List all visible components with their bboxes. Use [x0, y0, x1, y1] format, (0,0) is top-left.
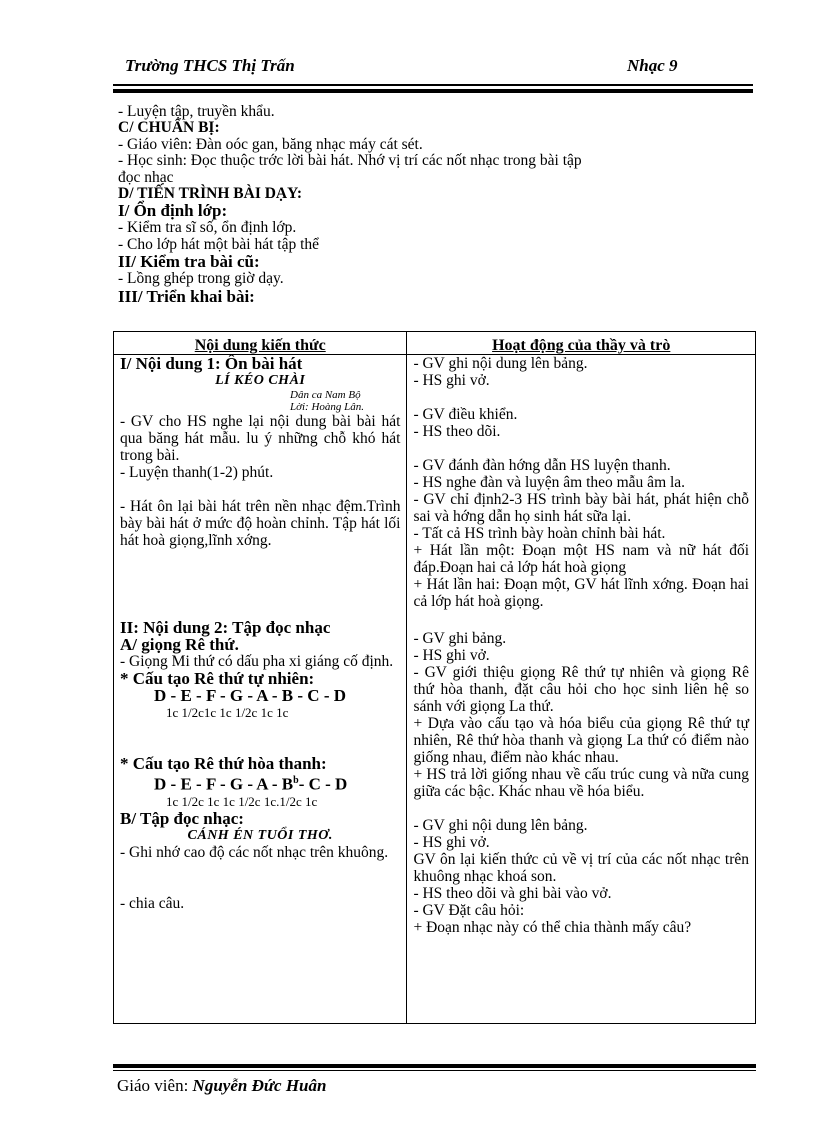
activity-text: - GV ghi bảng. — [413, 630, 507, 647]
song-title-2: CÁNH ÉN TUỔI THƠ. — [187, 827, 333, 843]
activity-text: + HS trả lời giống nhau về cấu trúc cung và nữa cung giữa các bậc. Khác nhau về hóa biểu. — [413, 766, 749, 800]
subheading-review: II/ Kiểm tra bài cũ: — [118, 252, 260, 272]
lesson-table — [113, 331, 756, 1024]
teacher-name: Nguyễn Đức Huân — [192, 1076, 327, 1095]
activity-text: - HS ghi vở. — [413, 372, 490, 389]
intro-section — [118, 104, 718, 306]
section-heading-preparation: C/ CHUẨN BỊ: — [118, 119, 220, 137]
column-header-content: Nội dung kiến thức — [114, 332, 407, 355]
header-rule-thin — [113, 84, 753, 86]
content-text: - GV cho HS nghe lại nội dung bài bài hát qua băng hát mẫu. lu ý những chỗ khó hát trong bài. — [120, 413, 401, 464]
content-text: - Giọng Mi thứ có dấu pha xi giáng cố định. — [120, 653, 394, 670]
activity-text: GV ôn lại kiến thức củ về vị trí của các nốt nhạc trên khuông nhạc khoá son. — [413, 851, 749, 885]
content-cell — [114, 355, 407, 1024]
school-name: Trường THCS Thị Trấn — [125, 56, 295, 75]
content-text: - Hát ôn lại bài hát trên nền nhạc đệm.Trình bày bài hát ở mức độ hoàn chỉnh. Tập hát lối hát hoà giọng,lĩnh xớng. — [120, 498, 401, 549]
activity-text: - HS theo dõi và ghi bài vào vở. — [413, 885, 612, 902]
interval-sequence-natural: 1c 1/2c1c 1c 1/2c 1c 1c — [166, 705, 289, 720]
song-title-1: LÍ KÉO CHÀI — [215, 373, 306, 388]
intro-line: - Học sinh: Đọc thuộc trớc lời bài hát. Nhớ vị trí các nốt nhạc trong bài tập — [118, 152, 582, 170]
footer-rule-thin — [113, 1070, 756, 1071]
content-text: - Luyện thanh(1-2) phút. — [120, 464, 274, 481]
activity-text: - GV đánh đàn hớng dẫn HS luyện thanh. — [413, 457, 671, 474]
intro-line: - Giáo viên: Đàn oóc gan, băng nhạc máy cát sét. — [118, 135, 423, 153]
subheading-lesson: III/ Triển khai bài: — [118, 286, 255, 306]
content-text: - chia câu. — [120, 894, 185, 912]
intro-line: - Luyện tập, truyền khẩu. — [118, 103, 275, 120]
activity-text: - GV Đặt câu hỏi: — [413, 902, 525, 919]
sight-reading-heading: B/ Tập đọc nhạc: — [120, 808, 244, 828]
intro-line: - Lồng ghép trong giờ dạy. — [118, 270, 284, 288]
activity-text: + Đoạn nhạc này có thể chia thành mấy câu? — [413, 919, 692, 936]
activity-text: + Dựa vào cấu tạo và hóa biểu của giọng Rê thứ tự nhiên, Rê thứ hòa thanh và giọng La thứ có điểm nào giống nhau, điểm nào khác nhau. — [413, 715, 749, 766]
activity-text: - Tất cả HS trình bày hoàn chỉnh bài hát. — [413, 525, 666, 542]
natural-minor-heading: * Cấu tạo Rê thứ tự nhiên: — [120, 669, 315, 688]
activity-text: + Hát lần một: Đoạn một HS nam và nữ hát đối đáp.Đoạn hai cả lớp hát hoà giọng — [413, 542, 749, 576]
activity-text: - HS theo dõi. — [413, 423, 501, 440]
flat-sign: b — [293, 775, 299, 786]
key-heading: A/ giọng Rê thứ. — [120, 635, 239, 654]
page-footer — [117, 1076, 326, 1096]
song-origin: Dân ca Nam Bộ — [290, 389, 361, 401]
song-lyricist: Lời: Hoàng Lân. — [290, 401, 365, 413]
activity-text: + Hát lần hai: Đoạn một, GV hát lĩnh xớng. Đoạn hai cả lớp hát hoà giọng. — [413, 576, 749, 610]
note-sequence-natural: D - E - F - G - A - B - C - D — [154, 686, 347, 705]
activity-text: - GV ghi nội dung lên bảng. — [413, 817, 588, 834]
activity-text: - GV chỉ định2-3 HS trình bày bài hát, phát hiện chỗ sai và hớng dẫn họ sinh hát sữa lại. — [413, 491, 749, 525]
footer-rule-thick — [113, 1064, 756, 1068]
part1-heading: I/ Nội dung 1: Ôn bài hát — [120, 354, 303, 373]
subheading-stabilize: I/ Ổn định lớp: — [118, 201, 228, 221]
activity-cell — [407, 355, 756, 1024]
activity-text: - HS ghi vở. — [413, 834, 490, 851]
table-header-row — [114, 332, 756, 355]
activity-text: - HS nghe đàn và luyện âm theo mẫu âm la. — [413, 474, 686, 491]
table-row — [114, 355, 756, 1024]
activity-text: - GV điều khiển. — [413, 406, 518, 423]
harmonic-minor-heading: * Cấu tạo Rê thứ hòa thanh: — [120, 754, 327, 773]
subject-label: Nhạc 9 — [627, 56, 678, 75]
activity-text: - GV ghi nội dung lên bảng. — [413, 355, 588, 372]
part2-heading: II: Nội dung 2: Tập đọc nhạc — [120, 618, 331, 637]
intro-line: đọc nhạc — [118, 168, 174, 186]
section-heading-procedure: D/ TIẾN TRÌNH BÀI DẠY: — [118, 185, 303, 203]
teacher-label: Giáo viên: — [117, 1076, 193, 1095]
intro-line: - Cho lớp hát một bài hát tập thể — [118, 235, 320, 253]
interval-sequence-harmonic: 1c 1/2c 1c 1c 1/2c 1c.1/2c 1c — [166, 793, 318, 809]
header-rule-thick — [113, 89, 753, 93]
column-header-activity: Hoạt động của thầy và trò — [407, 332, 756, 355]
activity-text: - GV giới thiệu giọng Rê thứ tự nhiên và giọng Rê thứ hòa thanh, đặt câu hỏi cho học sinh liên hệ so sánh với giọng La thứ. — [413, 664, 749, 715]
activity-text: - HS ghi vở. — [413, 647, 490, 664]
content-text: - Ghi nhớ cao độ các nốt nhạc trên khuông. — [120, 843, 389, 861]
note-sequence-harmonic: D - E - F - G - A - $B^b-$ C - D — [154, 774, 348, 794]
intro-line: - Kiểm tra sĩ số, ổn định lớp. — [118, 219, 297, 237]
